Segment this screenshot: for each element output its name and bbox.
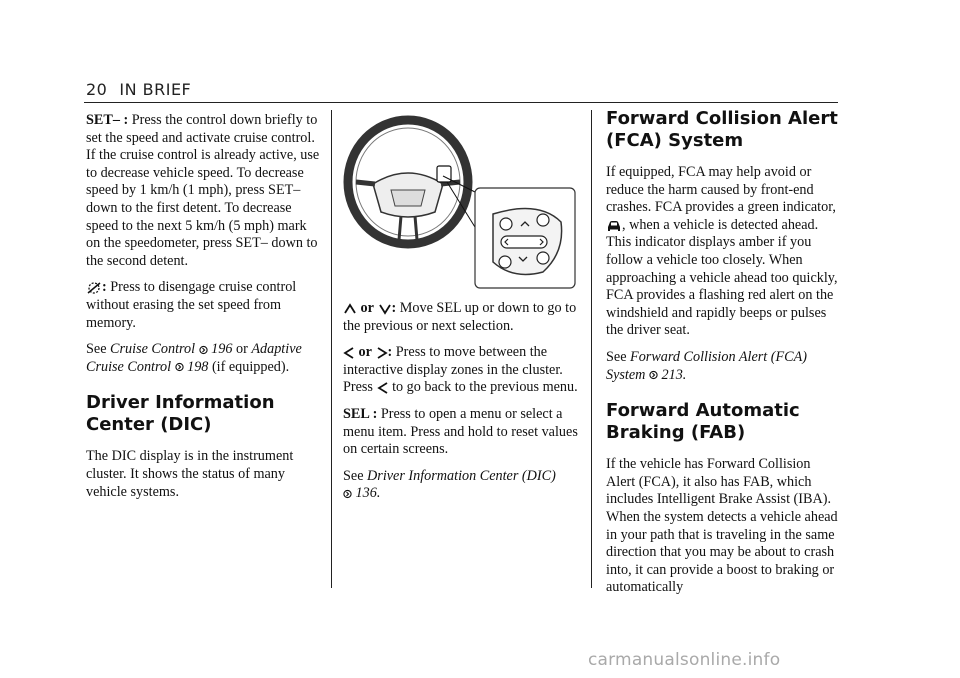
watermark: carmanualsonline.info xyxy=(588,650,781,670)
vehicle-ahead-icon xyxy=(606,219,622,233)
chevron-right-icon xyxy=(376,346,388,360)
dic-heading: Driver Information Center (DIC) xyxy=(86,392,275,436)
fca-reference: See Forward Collision Alert (FCA) System 213. xyxy=(606,348,808,383)
fab-paragraph: If the vehicle has Forward Collision Alert (FCA), it also has FAB, which includes Intelligent Brake Assist (IBA). When the system detects a vehicle ahead in your path that is traveling in the same direction that you may be about to crash into, it can provide a boost to braking or automatically xyxy=(606,456,838,596)
set-minus-label: SET– : xyxy=(86,112,129,128)
adaptive-cruise-link[interactable]: Adaptive Cruise Control xyxy=(86,341,302,375)
steering-wheel-illustration xyxy=(343,112,579,292)
chevron-left-icon xyxy=(343,346,355,360)
column-2 xyxy=(343,112,581,512)
column-3 xyxy=(606,104,842,606)
chevron-down-icon xyxy=(378,303,392,315)
cruise-references: See Cruise Control 196 or Adaptive Cruise Control 198 (if equipped). xyxy=(86,341,302,375)
reference-arrow-icon xyxy=(175,362,184,372)
reference-arrow-icon xyxy=(199,345,208,355)
fab-heading: Forward Automatic Braking (FAB) xyxy=(606,400,800,444)
reference-arrow-icon xyxy=(343,489,352,499)
reference-arrow-icon xyxy=(649,370,658,380)
dic-reference: See Driver Information Center (DIC) 136. xyxy=(343,467,556,502)
chevron-up-icon xyxy=(343,303,357,315)
fca-paragraph: If equipped, FCA may help avoid or reduce the harm caused by front-end crashes. FCA provides a green indicator, , when a vehicle is detected ahead. This indicator displays amber if you follow a vehicle too closely. When approaching a vehicle ahead too quickly, FCA provides a flashing red alert on the windshield and rapidly beeps or pulses the driver seat. xyxy=(606,164,838,339)
set-minus-paragraph: SET– : Press the control down briefly to set the speed and activate cruise control. If the cruise control is already active, use to decrease vehicle speed. To decrease speed by 1 km/h (1 mph), press SET– down to the first detent. To decrease speed to the next 5 km/h (5 mph) mark on the speedometer, press SET– down to the second detent. xyxy=(86,112,320,269)
cruise-cancel-icon xyxy=(86,281,102,295)
column-1 xyxy=(86,112,322,510)
cruise-control-link[interactable]: Cruise Control xyxy=(110,341,196,358)
dic-link[interactable]: Driver Information Center (DIC) xyxy=(367,467,556,484)
column-divider-2 xyxy=(591,110,592,588)
fca-link[interactable]: Forward Collision Alert (FCA) System xyxy=(606,348,808,383)
header-rule xyxy=(84,102,838,103)
page-number: 20 xyxy=(86,80,108,99)
sel-paragraph: SEL : Press to open a menu or select a menu item. Press and hold to reset values on certain screens. xyxy=(343,405,578,458)
cancel-paragraph: : Press to disengage cruise control without erasing the set speed from memory. xyxy=(86,279,297,331)
fca-heading: Forward Collision Alert (FCA) System xyxy=(606,108,838,151)
section-title: IN BRIEF xyxy=(119,80,192,99)
page-header xyxy=(86,80,191,99)
column-divider-1 xyxy=(331,110,332,588)
updown-paragraph: or : Move SEL up or down to go to the previous or next selection. xyxy=(343,300,577,334)
chevron-left-icon xyxy=(377,381,389,395)
leftright-paragraph: or : Press to move between the interactive display zones in the cluster. Press to go back to the previous menu. xyxy=(343,344,578,396)
dic-paragraph: The DIC display is in the instrument cluster. It shows the status of many vehicle systems. xyxy=(86,448,294,500)
